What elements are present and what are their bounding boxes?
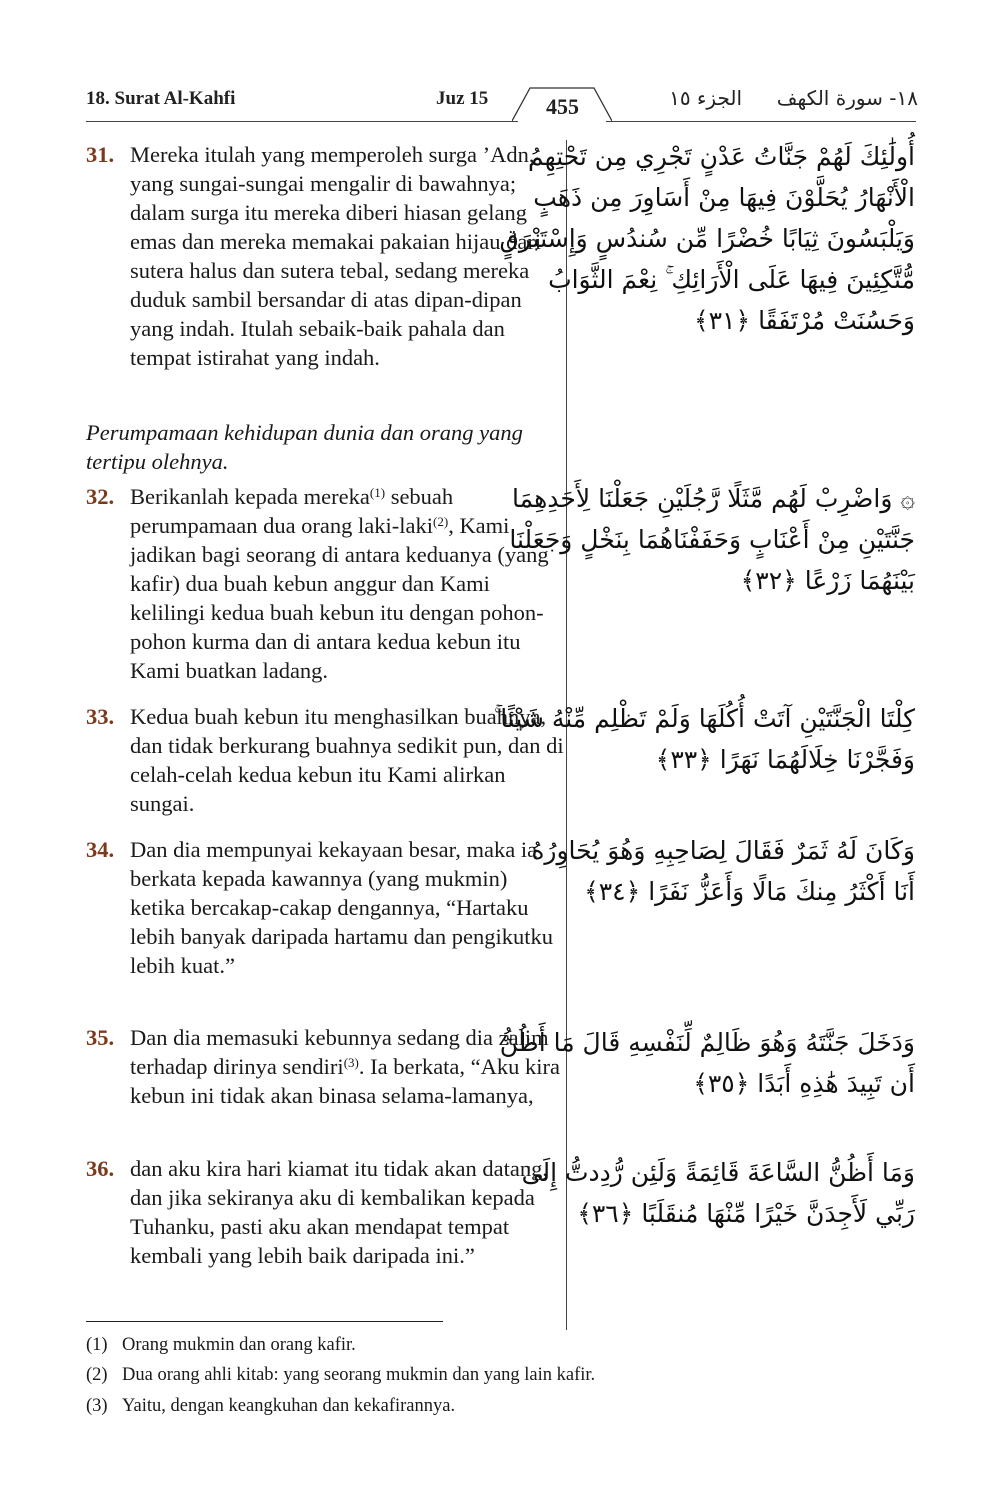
verse-32-arabic [509,478,915,601]
footnote-number: (2) [86,1365,108,1385]
verse-text: dan aku kira hari kiamat itu tidak akan datang, dan jika sekiranya aku di kembalikan kepada Tuhanku, pasti aku akan mendapat tempat kembali yang lebih baik daripada ini.” [130,1156,548,1268]
arabic-line: وَيَلْبَسُونَ ثِيَابًا خُضْرًا مِّن سُندُسٍ وَإِسْتَبْرَقٍ [499,224,915,253]
footnote-ref-2[interactable]: (2) [433,514,449,529]
arabic-line: وَدَخَلَ جَنَّتَهُ وَهُوَ ظَالِمٌ لِّنَفْسِهِ قَالَ مَا أَظُنُّ [499,1028,915,1057]
verse-number: 34. [86,837,115,862]
footnote-2 [86,1365,595,1386]
arabic-line: رَبِّي لَأَجِدَنَّ خَيْرًا مِّنْهَا مُنقَلَبًا ﴿٣٦﴾ [577,1199,915,1228]
arabic-line: أَن تَبِيدَ هَٰذِهِ أَبَدًا ﴿٣٥﴾ [693,1069,915,1098]
verse-number: 35. [86,1025,115,1050]
arabic-line: وَفَجَّرْنَا خِلَالَهُمَا نَهَرًا ﴿٣٣﴾ [655,745,915,774]
verse-text: Berikanlah kepada mereka$^{(1)}$ sebuah perumpamaan dua orang laki-laki$^{(2)}$, Kami jadikan bagi seorang di antara keduanya (yang kafir) dua buah kebun anggur dan Kami kelilingi kedua buah kebun itu dengan pohon-pohon kurma dan di antara kedua kebun itu Kami buatkan ladang. [130,484,549,683]
juz-label-arabic: الجزء ١٥ [669,86,742,110]
verse-31-arabic [499,136,915,341]
section-heading: Perumpamaan kehidupan dunia dan orang yang tertipu olehnya. [86,420,523,474]
verse-36-arabic [521,1152,915,1234]
footnote-text: Yaitu, dengan keangkuhan dan kekafirannya. [122,1396,456,1416]
verse-31-translation [86,140,566,372]
verse-number: 31. [86,142,115,167]
verse-number: 33. [86,704,115,729]
arabic-line: ۞ وَاضْرِبْ لَهُم مَّثَلًا رَّجُلَيْنِ جَعَلْنَا لِأَحَدِهِمَا [512,484,915,513]
verse-number: 36. [86,1156,115,1181]
verse-text: Kedua buah kebun itu menghasilkan buahnya, dan tidak berkurang buahnya sedikit pun, dan di celah-celah kedua kebun itu Kami alirkan sungai. [130,704,564,816]
footnote-text: Orang mukmin dan orang kafir. [122,1335,356,1355]
footnote-number: (1) [86,1335,108,1355]
arabic-line: وَحَسُنَتْ مُرْتَفَقًا ﴿٣١﴾ [693,306,915,335]
verse-34-arabic [531,830,915,912]
verse-text: Dan dia mempunyai kekayaan besar, maka ia berkata kepada kawannya (yang mukmin) ketika bercakap-cakap dengannya, “Hartaku lebih banyak daripada hartamu dan pengikutku lebih kuat.” [130,837,553,978]
verse-text: Dan dia memasuki kebunnya sedang dia zalim terhadap dirinya sendiri$^{(3)}$. Ia berkata, “Aku kira kebun ini tidak akan binasa selama-lamanya, [130,1025,561,1108]
footnote-rule [86,1321,443,1322]
arabic-line: وَكَانَ لَهُ ثَمَرٌ فَقَالَ لِصَاحِبِهِ وَهُوَ يُحَاوِرُهُ [531,836,915,865]
footnote-number: (3) [86,1396,108,1416]
page-number: 455 [546,94,579,119]
juz-label-latin: Juz 15 [436,88,489,109]
surah-title-arabic: ١٨- سورة الكهف [776,86,918,110]
arabic-line: وَمَا أَظُنُّ السَّاعَةَ قَائِمَةً وَلَئِن رُّدِدتُّ إِلَىٰ [521,1158,915,1187]
arabic-line: أَنَا أَكْثَرُ مِنكَ مَالًا وَأَعَزُّ نَفَرًا ﴿٣٤﴾ [584,877,915,906]
footnote-ref-3[interactable]: (3) [343,1055,359,1070]
verse-number: 32. [86,484,115,509]
footnote-ref-1[interactable]: (1) [369,485,386,500]
verse-35-arabic [499,1022,915,1104]
arabic-line: مُّتَّكِئِينَ فِيهَا عَلَى الْأَرَائِكِ ۚ نِعْمَ الثَّوَابُ [548,265,915,294]
arabic-line: أُولَٰئِكَ لَهُمْ جَنَّاتُ عَدْنٍ تَجْرِي مِن تَحْتِهِمُ [528,142,915,171]
verse-32-translation [86,482,566,685]
verse-33-arabic [494,698,915,780]
arabic-line: بَيْنَهُمَا زَرْعًا ﴿٣٢﴾ [740,566,915,595]
verse-text: Mereka itulah yang memperoleh surga ’Adn, yang sungai-sungai mengalir di bawahnya; dalam surga itu mereka diberi hiasan gelang emas dan mereka memakai pakaian hijau dari sutera halus dan sutera tebal, sedang mereka duduk sambil bersandar di atas dipan-dipan yang indah. Itulah sebaik-baik pahala dan tempat istirahat yang indah. [130,142,542,370]
header-rule-right [606,121,916,122]
verse-36-translation [86,1154,566,1270]
surah-title-latin: 18. Surat Al-Kahfi [86,88,236,109]
arabic-line: كِلْتَا الْجَنَّتَيْنِ آتَتْ أُكُلَهَا وَلَمْ تَظْلِم مِّنْهُ شَيْئًا ۚ [494,704,915,733]
footnote-1 [86,1335,356,1356]
header-rule-left [86,121,518,122]
arabic-line: الْأَنْهَارُ يُحَلَّوْنَ فِيهَا مِنْ أَسَاوِرَ مِن ذَهَبٍ [533,183,915,212]
verse-34-translation [86,835,566,980]
footnote-text: Dua orang ahli kitab: yang seorang mukmin dan yang lain kafir. [122,1365,596,1385]
arabic-line: جَنَّتَيْنِ مِنْ أَعْنَابٍ وَحَفَفْنَاهُمَا بِنَخْلٍ وَجَعَلْنَا [509,525,915,554]
verse-35-translation [86,1023,566,1110]
footnote-3 [86,1396,455,1417]
